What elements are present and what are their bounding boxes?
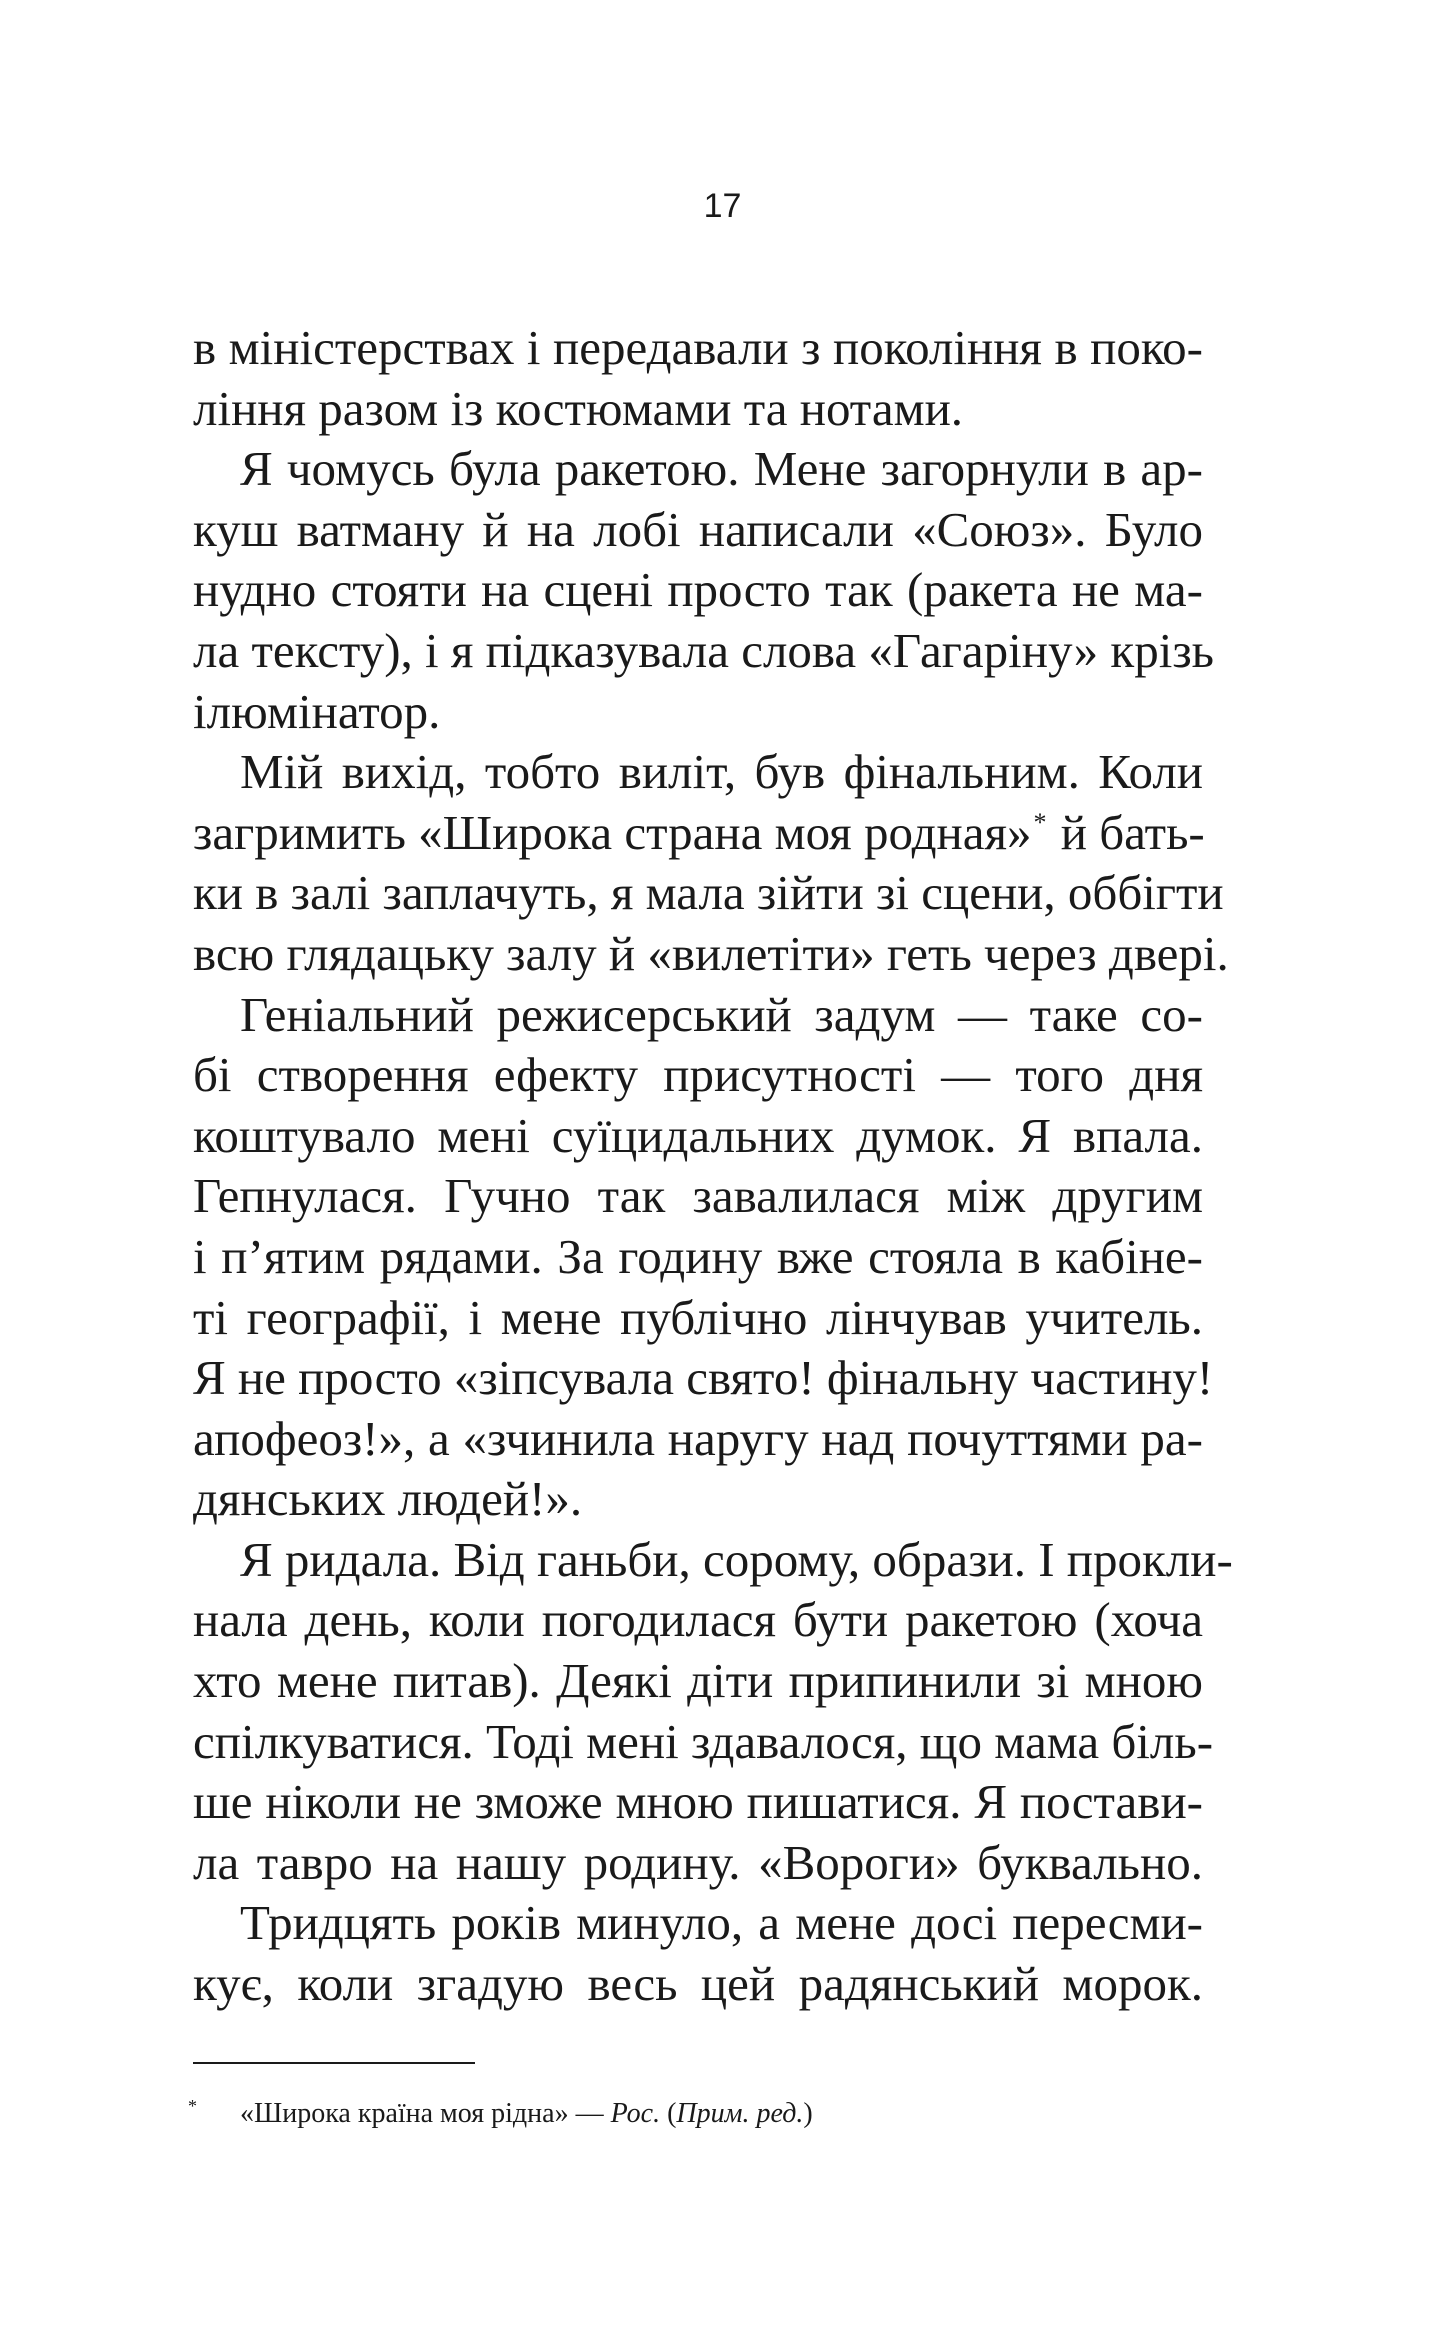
- text-line: [193, 1106, 1203, 1167]
- text-line: [193, 1590, 1203, 1651]
- text-line-content: ілюмінатор.: [193, 683, 441, 739]
- text-line: [193, 1288, 1203, 1349]
- text-line-content: Я не просто «зіпсувала свято! фінальну частину!: [193, 1350, 1214, 1406]
- text-line-content: коштувало мені суїцидальних думок. Я впала.: [193, 1107, 1203, 1163]
- footnote-note-open: (: [660, 2098, 677, 2129]
- text-line: [193, 318, 1203, 379]
- text-line-continuation: й бать-: [1048, 804, 1205, 860]
- text-line: [193, 742, 1203, 803]
- text-line: [193, 1166, 1203, 1227]
- text-line: [193, 439, 1203, 500]
- page-number: 17: [703, 187, 742, 225]
- text-line-content: ління разом із костюмами та нотами.: [193, 380, 964, 436]
- footnote-note-label: Прим. ред.: [676, 2098, 804, 2129]
- text-line-content: всю глядацьку залу й «вилетіти» геть через двері.: [193, 925, 1229, 981]
- text-line-content: ки в залі заплачуть, я мала зійти зі сцени, оббігти: [193, 865, 1224, 921]
- text-line-content: Мій вихід, тобто виліт, був фінальним. Коли: [240, 744, 1203, 800]
- text-line-content: Тридцять років минуло, а мене досі пересми-: [240, 1895, 1203, 1951]
- footnote-text: «Широка країна моя рідна» —: [240, 2098, 611, 2129]
- text-line-content: Я чомусь була ракетою. Мене загорнули в ар-: [240, 441, 1203, 497]
- text-line: [193, 560, 1203, 621]
- text-line: [193, 985, 1203, 1046]
- text-line: [193, 863, 1224, 924]
- text-line-content: ла тавро на нашу родину. «Вороги» буквально.: [193, 1834, 1203, 1890]
- text-line: [193, 803, 1203, 864]
- text-line-content: загримить «Широка страна моя родная»: [193, 804, 1032, 860]
- body-text: [193, 318, 1233, 2015]
- text-line: [193, 1833, 1203, 1894]
- footnote-reference: *: [1033, 807, 1047, 837]
- text-line-content: куш ватману й на лобі написали «Союз». Було: [193, 501, 1203, 557]
- footnote-note-close: ): [803, 2098, 813, 2129]
- text-line-content: Геніальний режисерський задум — таке со-: [240, 986, 1203, 1042]
- footnote: [188, 2088, 1188, 2132]
- text-line-content: Гепнулася. Гучно так завалилася між другим: [193, 1168, 1203, 1224]
- text-line-content: кує, коли згадую весь цей радянський морок.: [193, 1956, 1203, 2012]
- text-line: [193, 1893, 1203, 1954]
- text-line: [193, 1954, 1203, 2015]
- text-line-content: ше ніколи не зможе мною пишатися. Я постави-: [193, 1774, 1203, 1830]
- text-line: [193, 1772, 1203, 1833]
- text-line: [193, 1227, 1203, 1288]
- text-line-content: дянських людей!».: [193, 1471, 583, 1527]
- text-line-content: бі створення ефекту присутності — того дня: [193, 1047, 1203, 1103]
- footnote-source: Рос.: [610, 2098, 661, 2129]
- text-line-content: нудно стояти на сцені просто так (ракета не ма-: [193, 562, 1203, 618]
- text-line-content: спілкуватися. Тоді мені здавалося, що мама біль-: [193, 1713, 1214, 1769]
- text-line: [193, 1712, 1214, 1773]
- text-line: [193, 1469, 1203, 1530]
- text-line-content: і п’ятим рядами. За годину вже стояла в кабіне-: [193, 1228, 1203, 1284]
- footnote-marker: *: [188, 2096, 197, 2116]
- text-line: [193, 1348, 1214, 1409]
- text-line: [193, 682, 1203, 743]
- text-line-content: нала день, коли погодилася бути ракетою (хоча: [193, 1592, 1203, 1648]
- footnote-divider: [193, 2062, 475, 2064]
- text-line-content: ті географії, і мене публічно лінчував учитель.: [193, 1289, 1203, 1345]
- text-line: [193, 1409, 1203, 1470]
- text-line-content: Я ридала. Від ганьби, сорому, образи. І прокли-: [240, 1531, 1233, 1587]
- text-line-content: ла тексту), і я підказувала слова «Гагаріну» крізь: [193, 622, 1215, 678]
- text-line-content: апофеоз!», а «зчинила наругу над почуттями ра-: [193, 1410, 1203, 1466]
- text-line: [193, 621, 1215, 682]
- text-line-content: в міністерствах і передавали з покоління в поко-: [193, 320, 1203, 375]
- text-line: [193, 1651, 1203, 1712]
- text-line-content: хто мене питав). Деякі діти припинили зі мною: [193, 1653, 1203, 1709]
- text-line: [193, 500, 1203, 561]
- text-line: [193, 1530, 1233, 1591]
- text-line: [193, 379, 1203, 440]
- text-line: [193, 924, 1229, 985]
- text-line: [193, 1045, 1203, 1106]
